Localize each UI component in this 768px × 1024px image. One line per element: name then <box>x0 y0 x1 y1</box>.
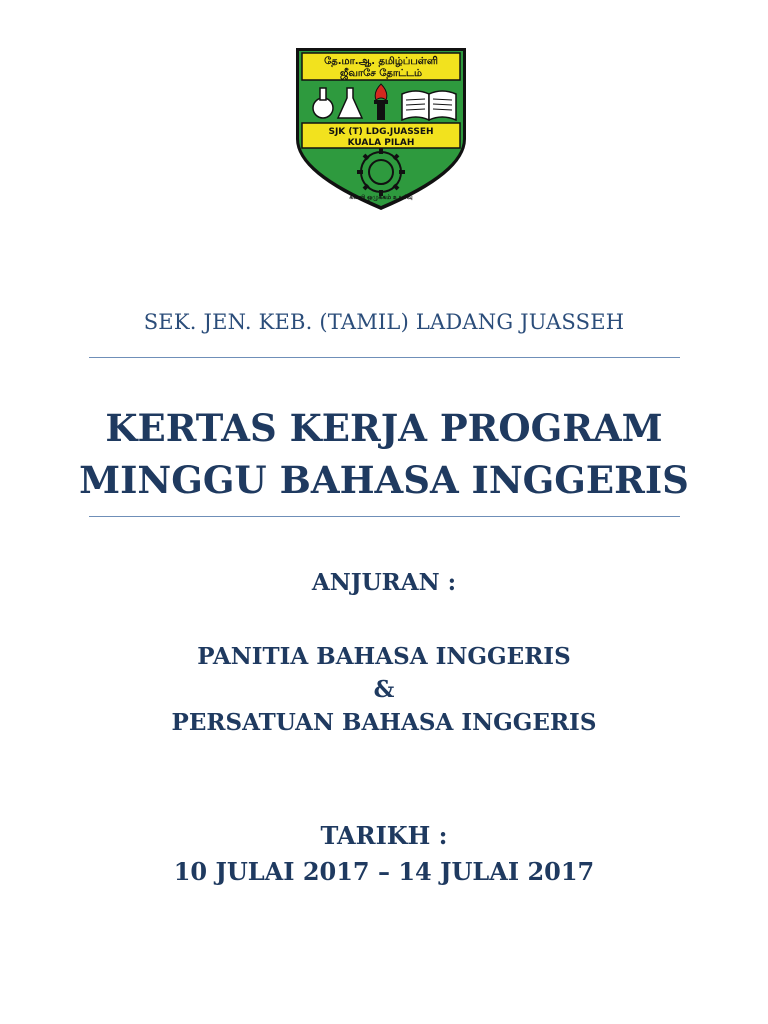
organizer-ampersand: & <box>373 676 395 703</box>
divider-bottom <box>89 516 680 517</box>
document-title <box>0 402 768 506</box>
organizer-line-2: PERSATUAN BAHASA INGGERIS <box>171 709 597 736</box>
title-line-1: KERTAS KERJA PROGRAM <box>105 406 663 450</box>
crest-motto-text: கல்வி ஒழுக்கம் உயர்வு <box>349 194 413 201</box>
crest-band-text-1: SJK (T) LDG.JUASSEH <box>328 127 434 137</box>
tarikh-dates: 10 JULAI 2017 – 14 JULAI 2017 <box>173 857 595 886</box>
title-line-2: MINGGU BAHASA INGGERIS <box>79 458 689 502</box>
school-name: SEK. JEN. KEB. (TAMIL) LADANG JUASSEH <box>143 310 625 334</box>
school-crest-logo <box>290 44 472 214</box>
divider-top <box>89 357 680 358</box>
crest-band-text-2: KUALA PILAH <box>347 138 415 148</box>
organizer-line-1: PANITIA BAHASA INGGERIS <box>197 643 571 670</box>
crest-top-text-2: ஜீவாசே தோட்டம் <box>339 68 423 79</box>
organizers <box>0 640 768 739</box>
date-section <box>0 818 768 890</box>
open-book-icon <box>402 91 456 120</box>
anjuran-label: ANJURAN : <box>311 569 457 596</box>
tarikh-label: TARIKH : <box>320 821 448 850</box>
crest-top-text-1: தே.மா.ஆ. தமிழ்ப்பள்ளி <box>324 56 438 67</box>
